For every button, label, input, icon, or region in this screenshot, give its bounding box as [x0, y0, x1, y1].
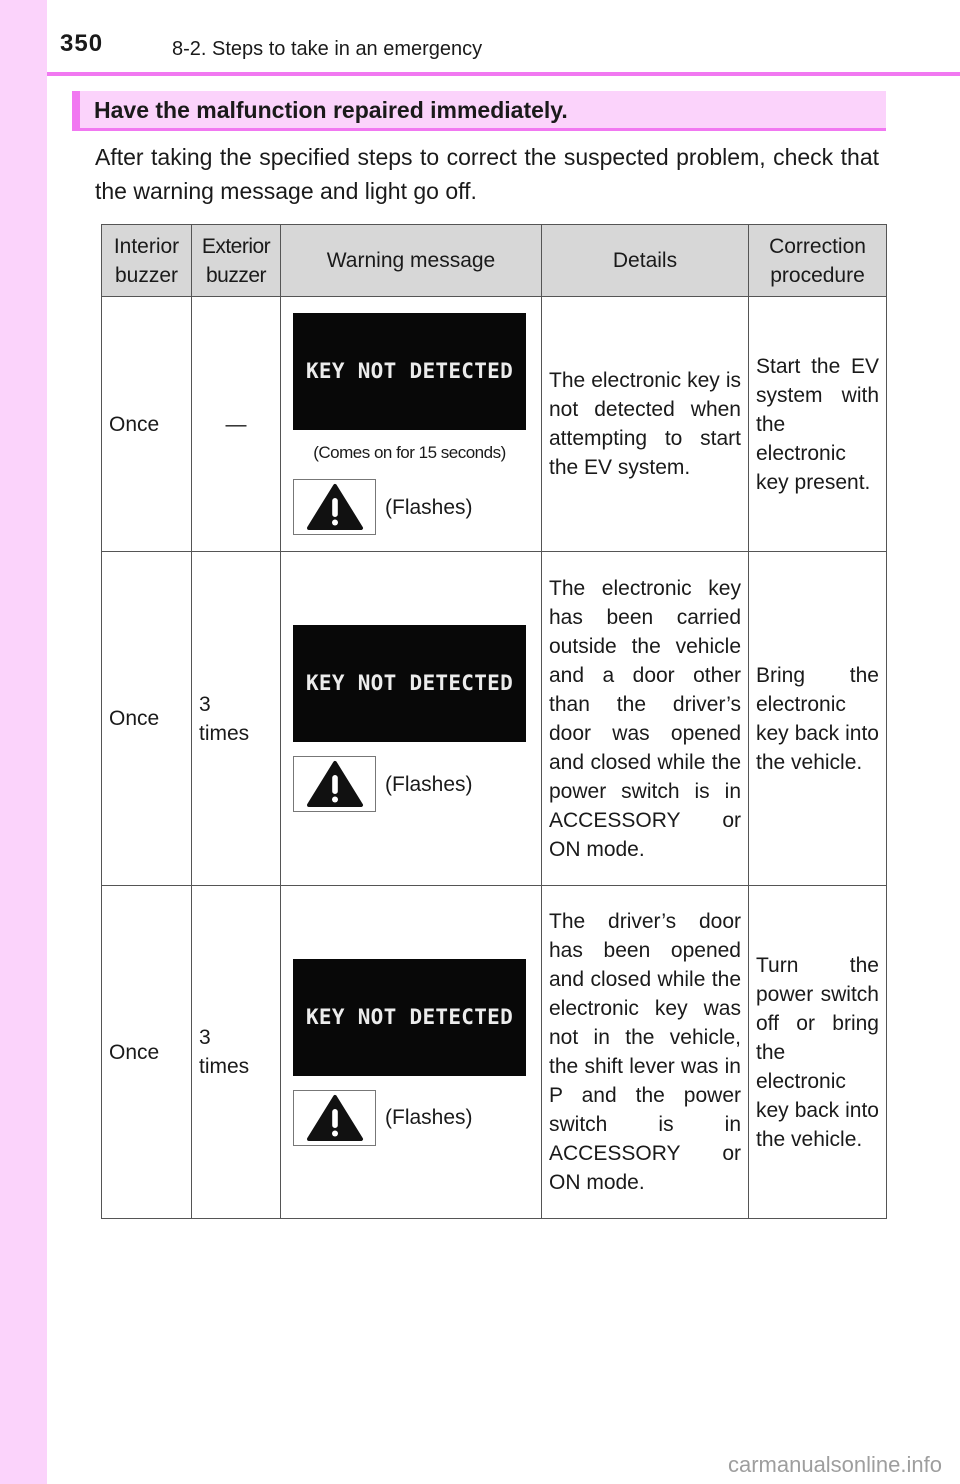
screen-message: KEY NOT DETECTED	[305, 359, 514, 383]
exterior-buzzer-text: 3 times	[199, 1026, 250, 1078]
table-row	[102, 297, 887, 552]
interior-buzzer-cell: Once	[102, 552, 192, 886]
header-interior-buzzer: Interior buzzer	[102, 225, 192, 297]
intro-paragraph: After taking the specified steps to correct the suspected problem, check that the warning message and light go off.	[95, 144, 879, 204]
banner-accent-bar	[72, 91, 80, 128]
flash-label: (Flashes)	[385, 1106, 473, 1129]
warning-light-row	[293, 756, 529, 812]
display-screen	[293, 313, 526, 430]
warning-light-box	[293, 479, 376, 535]
screen-message: KEY NOT DETECTED	[305, 671, 514, 695]
warning-message-cell	[281, 297, 542, 552]
warning-light-box	[293, 756, 376, 812]
side-band	[0, 0, 47, 1484]
header-rule	[47, 72, 960, 76]
exterior-buzzer-cell: —	[192, 297, 281, 552]
warning-light-row	[293, 479, 529, 535]
procedure-cell: Bring the electronic key back into the vehicle.	[749, 552, 887, 886]
warning-light-box	[293, 1090, 376, 1146]
exterior-buzzer-cell	[192, 552, 281, 886]
table-header-row	[102, 225, 887, 297]
warning-table	[101, 224, 887, 1219]
header-exterior-buzzer: Exterior buzzer	[192, 225, 281, 297]
watermark: carmanualsonline.info	[727, 1452, 942, 1477]
section-title: 8-2. Steps to take in an emergency	[172, 38, 483, 60]
table-row	[102, 552, 887, 886]
flash-label: (Flashes)	[385, 495, 473, 519]
exclamation-warning-icon	[306, 483, 364, 531]
exclamation-warning-icon	[306, 760, 364, 808]
screen-message: KEY NOT DETECTED	[305, 1004, 514, 1029]
flash-label: (Flashes)	[385, 772, 473, 796]
header-details: Details	[542, 225, 749, 297]
interior-buzzer-cell: Once	[102, 886, 192, 1219]
exterior-buzzer-cell	[192, 886, 281, 1219]
warning-message-cell	[281, 886, 542, 1219]
exclamation-warning-icon	[306, 1094, 364, 1142]
screen-caption: (Comes on for 15 seconds)	[313, 443, 506, 462]
banner-title: Have the malfunction repaired immediately.	[94, 97, 568, 123]
section-banner	[72, 91, 886, 131]
interior-buzzer-cell: Once	[102, 297, 192, 552]
header-correction-procedure: Correction procedure	[749, 225, 887, 297]
procedure-cell: Start the EV system with the electronic key present.	[749, 297, 887, 552]
details-cell: The electronic key has been carried outside the vehicle and a door other than the driver’s door was opened and closed while the power switch is in ACCESSORY or ON mode.	[542, 552, 749, 886]
display-screen	[293, 625, 526, 742]
warning-message-cell	[281, 552, 542, 886]
table-row	[102, 886, 887, 1219]
details-cell: The electronic key is not detected when attempting to start the EV system.	[542, 297, 749, 552]
header-warning-message: Warning message	[281, 225, 542, 297]
details-cell: The driver’s door has been opened and closed while the electronic key was not in the vehicle, the shift lever was in P and the power switch is in ACCESSORY or ON mode.	[542, 886, 749, 1219]
procedure-cell: Turn the power switch off or bring the electronic key back into the vehicle.	[749, 886, 887, 1219]
exterior-buzzer-text: 3 times	[199, 692, 250, 745]
warning-light-row	[293, 1090, 529, 1146]
display-screen	[293, 959, 526, 1076]
page-number: 350	[60, 30, 104, 57]
